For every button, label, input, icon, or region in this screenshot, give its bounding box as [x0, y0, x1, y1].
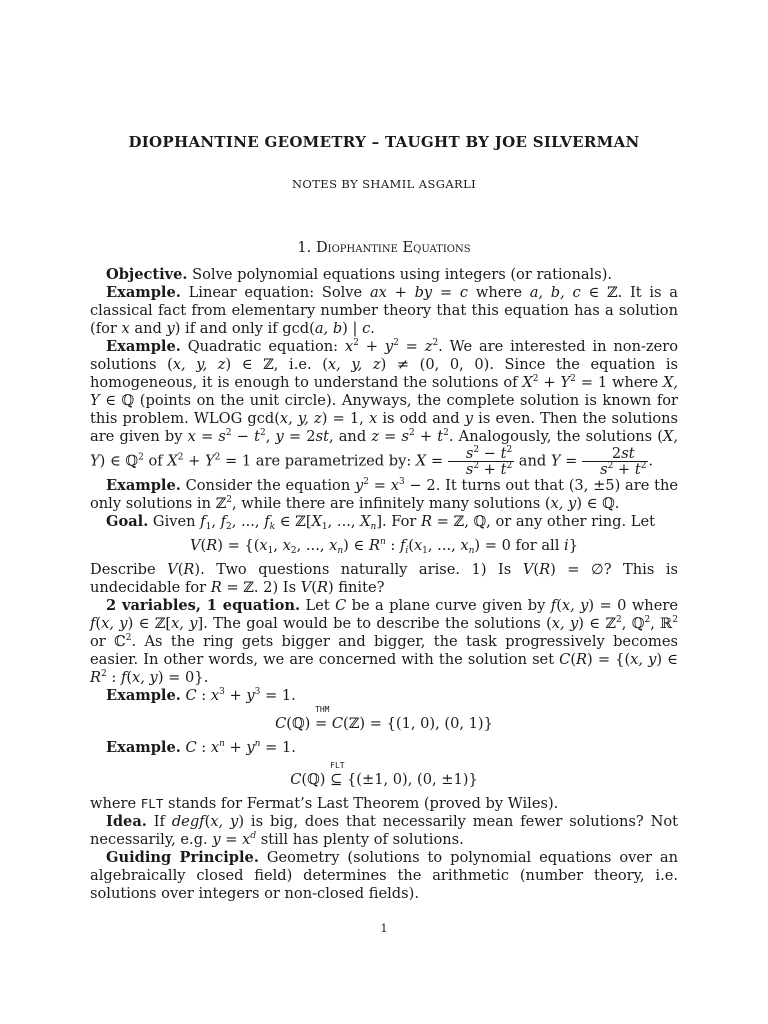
quadratic-example-paragraph: Example. Quadratic equation: $x^2 + y^2 = z^2$. We are interested in non-zero solutions (x, y, z) ∈ ℤ, i.e. (x, y, z) ≠ (0, 0, 0). Since the equation is homogeneous, it is enough to understand the solutions of $X^2 + Y^2 = 1$ where X, Y ∈ ℚ (points on the unit circle). Anyways, the complete solution is known for this problem. WLOG gcd(x, y, z) = 1, x is odd and y is even. Then the solutions are given by $x = s^2 - t^2$, y = 2st, and $z = s^2 + t^2$. Analogously, the solutions (X, Y) ∈ ℚ$^2$ of $X^2 + Y^2 = 1$ are parametrized by: X = $\frac{s^2 - t^2}{s^2 + t^2}$ and Y = $\frac{2st}{s^2 + t^2}$ .: [90, 338, 679, 478]
idea-label: Idea.: [106, 813, 147, 830]
fraction-x: $\frac{s^2 - t^2}{s^2 + t^2}$: [448, 446, 514, 477]
paper-body: [90, 266, 678, 903]
linear-example-paragraph: Example. Linear equation: Solve ax + by = c where a, b, c ∈ ℤ. It is a classical fact from elementary number theory that this equation has a solution (for x and y) if and only if gcd(a, b) | c.: [90, 284, 678, 337]
section-number: 1.: [297, 239, 312, 256]
display-equation-vr: $V(R) = \{(x_1$, $x_2$, ..., $x_n$) ∈ $R^n$ : $f_i(x_1$, ..., $x_n) = 0$ for all i}: [189, 537, 578, 556]
paper-title: DIOPHANTINE GEOMETRY – TAUGHT BY JOE SILVERMAN: [128, 133, 640, 151]
goal-paragraph: Goal. Given $f_1$, $f_2$, ..., $f_k$ ∈ $ℤ[X_1$, ..., $X_n$]. For R = ℤ, ℚ, or any other ring. Let: [106, 513, 655, 532]
idea-paragraph: Idea. If degf(x, y) is big, does that necessarily mean fewer solutions? Not necessarily, e.g. $y = x^d$ still has plenty of solutions.: [90, 813, 678, 848]
fermat-curve-example: Example. C : $x^n + y^n = 1$.: [106, 739, 296, 756]
example-label: Example.: [106, 739, 181, 756]
objective-text: Solve polynomial equations using integers (or rationals).: [192, 266, 613, 283]
fraction-y: $\frac{2st}{s^2 + t^2}$: [582, 446, 648, 477]
display-equation-flt: C(ℚ) FLT ⊆ {(±1, 0), (0, ±1)}: [290, 761, 478, 788]
example-label: Example.: [106, 284, 181, 301]
section-title: Diophantine Equations: [315, 239, 471, 256]
two-variables-label: 2 variables, 1 equation.: [106, 597, 301, 614]
thm-equals: THM =: [315, 705, 330, 732]
example-label: Example.: [106, 477, 181, 494]
describe-paragraph: Describe V(R). Two questions naturally arise. 1) Is V(R) = ∅? This is undecidable for R = ℤ. 2) Is V(R) finite?: [90, 561, 678, 596]
author-line: NOTES BY SHAMIL ASGARLI: [291, 177, 477, 191]
section-heading: [90, 239, 678, 257]
guiding-principle-label: Guiding Principle.: [106, 849, 259, 866]
flt-subseteq: FLT ⊆: [330, 761, 345, 788]
page-number: 1: [380, 922, 388, 935]
cubic-example-paragraph: Example. Consider the equation $y^2 = x^3 - 2$. It turns out that (3, ±5) are the only solutions in ℤ$^2$, while there are infinitely many solutions (x, y) ∈ ℚ.: [90, 477, 678, 512]
example-label: Example.: [106, 338, 181, 355]
flt-paragraph: where FLT stands for Fermat’s Last Theorem (proved by Wiles).: [90, 795, 559, 812]
example-label: Example.: [106, 687, 181, 704]
display-equation-thm: C(ℚ) THM = C(ℤ) = {(1, 0), (0, 1)}: [275, 705, 493, 732]
goal-label: Goal.: [106, 513, 149, 530]
guiding-principle-text: Geometry (solutions to polynomial equations over an algebraically closed field) determines the arithmetic (number theory, i.e. solutions over integers or non-closed fields).: [90, 849, 678, 902]
two-variables-paragraph: 2 variables, 1 equation. Let C be a plane curve given by f(x, y) = 0 where f(x, y) ∈ ℤ[x, y]. The goal would be to describe the solutions (x, y) ∈ ℤ$^2$, ℚ$^2$, ℝ$^2$ or ℂ$^2$. As the ring gets bigger and bigger, the task progressively becomes easier. In other words, we are concerned with the solution set C(R) = {(x, y) ∈ $R^2$ : f(x, y) = 0}.: [90, 597, 679, 686]
objective-label: Objective.: [106, 266, 188, 283]
guiding-principle-paragraph: [90, 849, 678, 903]
cubic-curve-example: Example. C : $x^3 + y^3 = 1$.: [106, 687, 296, 704]
objective-paragraph: [90, 266, 678, 284]
